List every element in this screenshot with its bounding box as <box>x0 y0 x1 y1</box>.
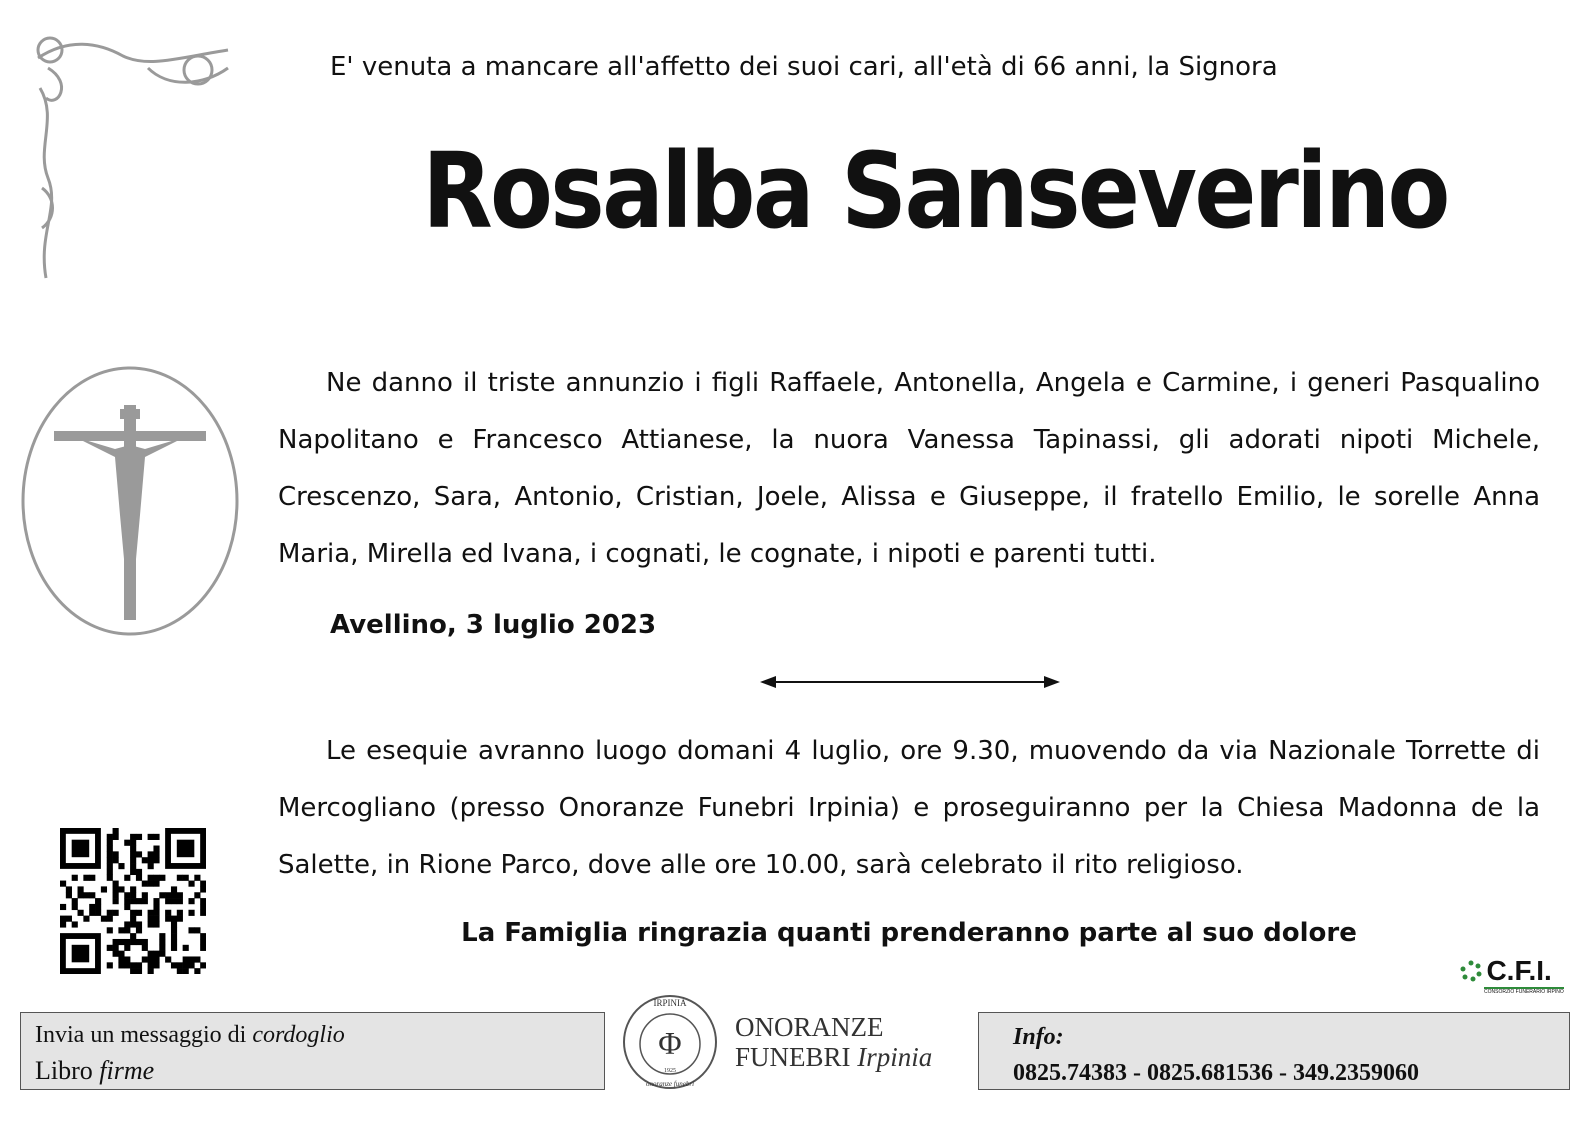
cfi-dots-icon <box>1460 960 1482 982</box>
announcement-text: Ne danno il triste annunzio i figli Raffaele, Antonella, Angela e Carmine, i generi Pasqualino Napolitano e Francesco Attianese, la nuora Vanessa Tapinassi, gli adorati nipoti Michele, Crescenzo, Sara, Antonio, Cristian, Joele, Alissa e Giuseppe, il fratello Emilio, le sorelle Anna Maria, Mirella ed Ivana, i cognati, le cognate, i nipoti e parenti tutti. <box>278 368 1540 569</box>
funeral-paragraph <box>278 723 1540 894</box>
cfi-label: C.F.I. <box>1486 955 1552 986</box>
seal-year: 1925 <box>664 1068 676 1074</box>
message-box[interactable] <box>20 1012 605 1090</box>
logo-line2-italic: Irpinia <box>857 1042 933 1072</box>
deceased-name: Rosalba Sanseverino <box>422 130 1448 252</box>
funeral-text: Le esequie avranno luogo domani 4 luglio, ore 9.30, muovendo da via Nazionale Torrette di Mercogliano (presso Onoranze Funebri Irpinia) e proseguiranno per la Chiesa Madonna de la Salette, in Rione Parco, dove alle ore 10.00, sarà celebrato il rito religioso. <box>278 736 1540 880</box>
cfi-logo <box>1460 955 1564 995</box>
crucifix-icon <box>20 365 240 637</box>
seal-bottom-text: onoranze funebri <box>645 1080 695 1088</box>
thanks-text: La Famiglia ringrazia quanti prenderanno parte al suo dolore <box>461 918 1357 948</box>
condolence-prefix: Invia un messaggio di <box>35 1022 253 1048</box>
logo-line1: ONORANZE <box>735 1012 884 1042</box>
logo-line2 <box>735 1042 932 1072</box>
cfi-subtitle: CONSORZIO FUNERARIO IRPINO <box>1484 989 1564 995</box>
info-box <box>978 1012 1570 1090</box>
corner-ornament-icon <box>28 28 238 288</box>
intro-text: E' venuta a mancare all'affetto dei suoi cari, all'età di 66 anni, la Signora <box>330 52 1278 82</box>
condolence-italic: cordoglio <box>252 1022 345 1048</box>
qr-code-icon[interactable] <box>60 828 206 974</box>
place-date: Avellino, 3 luglio 2023 <box>330 610 657 640</box>
funeral-home-seal-icon <box>620 992 720 1092</box>
double-arrow-icon <box>760 672 1060 692</box>
funeral-home-name <box>735 1012 932 1072</box>
info-label: Info: <box>1013 1024 1064 1050</box>
guestbook-prefix: Libro <box>35 1056 100 1085</box>
guestbook-link[interactable] <box>35 1053 590 1089</box>
condolence-link[interactable] <box>35 1017 590 1053</box>
announcement-paragraph <box>278 355 1540 583</box>
logo-line2-prefix: FUNEBRI <box>735 1042 858 1072</box>
seal-top-text: IRPINIA <box>653 998 687 1008</box>
info-phones[interactable]: 0825.74383 - 0825.681536 - 349.2359060 <box>1013 1060 1419 1086</box>
svg-text:Φ: Φ <box>658 1025 682 1061</box>
guestbook-italic: firme <box>99 1056 155 1085</box>
